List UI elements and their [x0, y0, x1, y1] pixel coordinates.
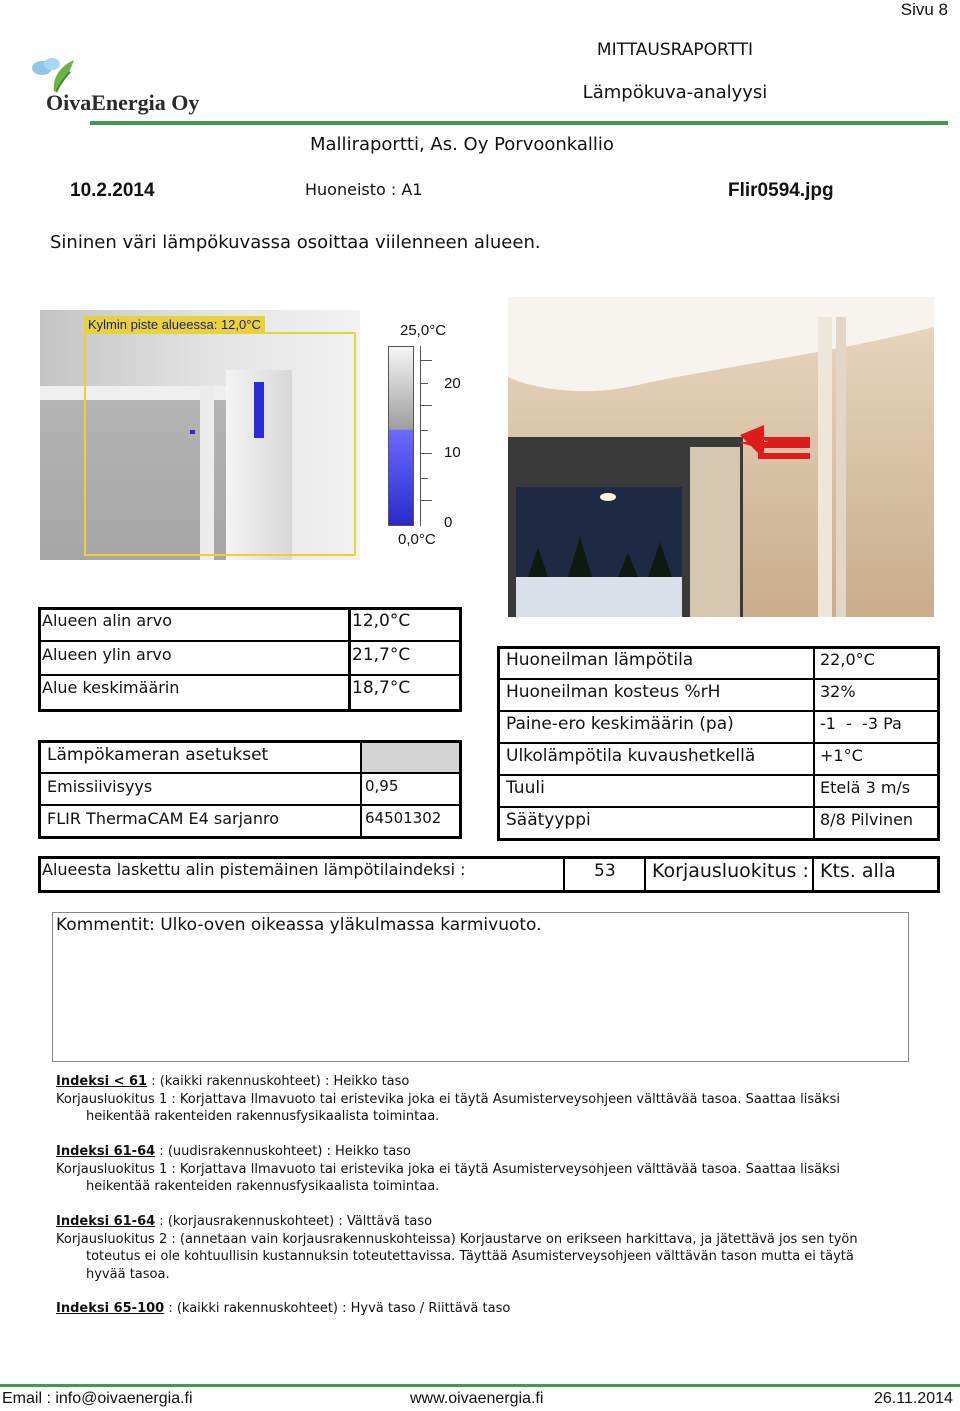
area-max-label: Alueen ylin arvo	[42, 645, 172, 664]
legend-desc-4: : (kaikki rakennuskohteet) : Hyvä taso / Riittävä taso	[164, 1301, 511, 1316]
scale-max-label: 25,0°C	[400, 322, 447, 339]
legend-2-line1: Korjausluokitus 1 : Korjattava Ilmavuoto tai eristevika joka ei täytä Asumisterveysohjeen välttävää tasoa. Saattaa lisäksi	[56, 1161, 840, 1177]
legend-block-4	[56, 1300, 936, 1318]
legend-3-line2: toteutus ei ole kohtuullisin kustannuksin toteutettavissa. Täyttää Asumisterveysohjeen välttävän tason mutta ei täytä	[86, 1249, 854, 1264]
pressure-diff-value: -1 - -3 Pa	[820, 714, 902, 733]
correction-class-label: Korjausluokitus :	[652, 860, 809, 882]
thermal-image	[40, 310, 360, 560]
legend-block-1	[56, 1073, 936, 1126]
legend-3-line3: hyvää tasoa.	[86, 1266, 170, 1282]
legend-key-4: Indeksi 65-100	[56, 1301, 165, 1316]
note-text: Sininen väri lämpökuvassa osoittaa viilenneen alueen.	[50, 232, 541, 253]
wind-label: Tuuli	[506, 778, 545, 798]
outdoor-temp-value: +1°C	[820, 746, 863, 765]
visual-photo	[508, 297, 934, 617]
camera-heading: Lämpökameran asetukset	[47, 745, 269, 765]
footer-date: 26.11.2014	[874, 1390, 953, 1407]
footer-email[interactable]: Email : info@oivaenergia.fi	[2, 1390, 193, 1407]
cold-point-label: Kylmin piste alueessa: 12,0°C	[84, 316, 265, 333]
header-divider	[90, 121, 948, 125]
scale-tick-0: 0	[444, 514, 453, 531]
legend-key-3: Indeksi 61-64	[56, 1214, 156, 1229]
room-temp-label: Huoneilman lämpötila	[506, 650, 694, 670]
report-type: MITTAUSRAPORTTI	[596, 40, 754, 60]
camera-serial-label: FLIR ThermaCAM E4 sarjanro	[47, 809, 279, 828]
legend-desc-3: : (korjausrakennuskohteet) : Välttävä taso	[155, 1214, 433, 1229]
page-number: Sivu 8	[900, 0, 948, 19]
legend-3-line1: Korjausluokitus 2 : (annetaan vain korjausrakennuskohteissa) Korjaustarve on erikseen harkittava, ja jätettävä jos sen työn	[56, 1231, 858, 1247]
scale-tick-10: 10	[444, 444, 461, 461]
room-humidity-label: Huoneilman kosteus %rH	[506, 682, 721, 702]
legend-desc-1: : (kaikki rakennuskohteet) : Heikko taso	[147, 1074, 410, 1089]
temperature-color-bar	[388, 346, 414, 526]
area-min-value: 12,0°C	[352, 611, 411, 631]
area-avg-label: Alue keskimäärin	[42, 678, 180, 697]
legend-1-line1: Korjausluokitus 1 : Korjattava Ilmavuoto tai eristevika joka ei täytä Asumisterveysohjeen välttävää tasoa. Saattaa lisäksi	[56, 1091, 840, 1107]
pressure-diff-label: Paine-ero keskimäärin (pa)	[506, 714, 734, 734]
legend-2-line2: heikentää rakenteiden rakennusfysikaalista toimintaa.	[86, 1179, 440, 1194]
weather-value: 8/8 Pilvinen	[820, 810, 914, 829]
legend-key-2: Indeksi 61-64	[56, 1144, 156, 1159]
project-name: Malliraportti, As. Oy Porvoonkallio	[310, 134, 614, 155]
photo-scene	[508, 297, 934, 617]
legend-key-1: Indeksi < 61	[56, 1074, 148, 1089]
footer-divider	[0, 1384, 960, 1387]
room-humidity-value: 32%	[820, 682, 856, 701]
area-avg-value: 18,7°C	[352, 678, 411, 698]
report-subtitle: Lämpökuva-analyysi	[582, 82, 768, 103]
scale-tick-20: 20	[444, 375, 461, 392]
legend-block-2	[56, 1143, 936, 1196]
image-filename: Flir0594.jpg	[728, 180, 834, 201]
logo-text: OivaEnergia Oy	[46, 90, 200, 115]
scale-min-label: 0,0°C	[398, 531, 436, 548]
index-value: 53	[594, 861, 616, 881]
camera-heading-shade	[362, 743, 459, 772]
measurement-area-box	[84, 332, 356, 556]
correction-class-value: Kts. alla	[820, 860, 896, 882]
area-min-label: Alueen alin arvo	[42, 611, 173, 630]
legend-desc-2: : (uudisrakennuskohteet) : Heikko taso	[155, 1144, 411, 1159]
area-max-value: 21,7°C	[352, 645, 411, 665]
company-logo	[30, 54, 200, 126]
wind-value: Etelä 3 m/s	[820, 778, 911, 797]
camera-serial-value: 64501302	[365, 809, 442, 827]
scale-axis	[420, 346, 421, 526]
outdoor-temp-label: Ulkolämpötila kuvaushetkellä	[506, 746, 756, 766]
emissivity-label: Emissiivisyys	[47, 777, 153, 796]
legend-block-3	[56, 1213, 936, 1283]
weather-label: Säätyyppi	[506, 810, 591, 830]
report-date: 10.2.2014	[70, 180, 155, 201]
room-temp-value: 22,0°C	[820, 650, 875, 669]
index-label: Alueesta laskettu alin pistemäinen lämpötilaindeksi :	[42, 860, 466, 879]
comments-text: Kommentit: Ulko-oven oikeassa yläkulmassa karmivuoto.	[56, 915, 542, 935]
footer-website[interactable]: www.oivaenergia.fi	[410, 1390, 544, 1407]
emissivity-value: 0,95	[365, 777, 399, 795]
apartment: Huoneisto : A1	[305, 180, 423, 199]
legend-1-line2: heikentää rakenteiden rakennusfysikaalista toimintaa.	[86, 1109, 440, 1124]
